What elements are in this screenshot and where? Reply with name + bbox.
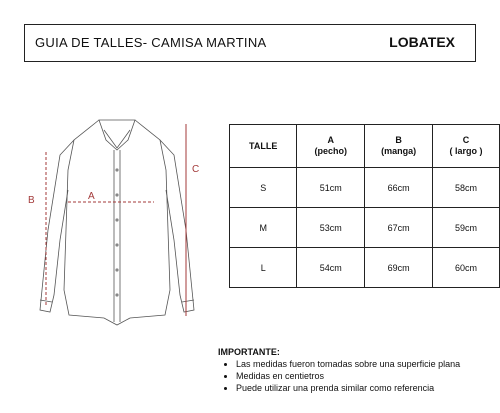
brand-name: LOBATEX [389,34,455,50]
notes-title: IMPORTANTE: [218,347,280,357]
value-cell: 69cm [365,248,433,288]
label-c: C [192,164,200,175]
header-a-name: (pecho) [314,146,348,156]
table-row [230,248,500,288]
list-item: • Las medidas fueron tomadas sobre una superficie plana [236,358,460,370]
header-c-name: ( largo ) [449,146,483,156]
table-header-row [230,125,500,168]
value-cell: 54cm [297,248,365,288]
label-b: B [28,195,35,206]
size-table [229,124,500,288]
header-a [297,125,365,168]
table-row [230,208,500,248]
value-cell: 59cm [433,208,500,248]
value-cell: 53cm [297,208,365,248]
list-item: • Medidas en centietros [236,370,460,382]
value-cell: 51cm [297,168,365,208]
header-box [24,24,476,62]
size-cell: M [230,208,297,248]
list-item: • Puede utilizar una prenda similar como referencia [236,382,460,394]
size-cell: S [230,168,297,208]
header-c-letter: C [462,135,470,145]
value-cell: 66cm [365,168,433,208]
shirt-diagram [24,110,214,345]
value-cell: 67cm [365,208,433,248]
notes-list [218,358,460,394]
page-title: GUIA DE TALLES- CAMISA MARTINA [35,35,267,50]
header-c [433,125,500,168]
label-a: A [88,191,95,202]
notes [218,347,460,394]
shirt-illustration [24,110,214,345]
header-b [365,125,433,168]
value-cell: 60cm [433,248,500,288]
header-size: TALLE [230,125,297,168]
shirt-buttons [115,168,118,296]
header-a-letter: A [327,135,335,145]
header-b-letter: B [395,135,402,145]
value-cell: 58cm [433,168,500,208]
table-row [230,168,500,208]
size-cell: L [230,248,297,288]
header-b-name: (manga) [381,146,417,156]
